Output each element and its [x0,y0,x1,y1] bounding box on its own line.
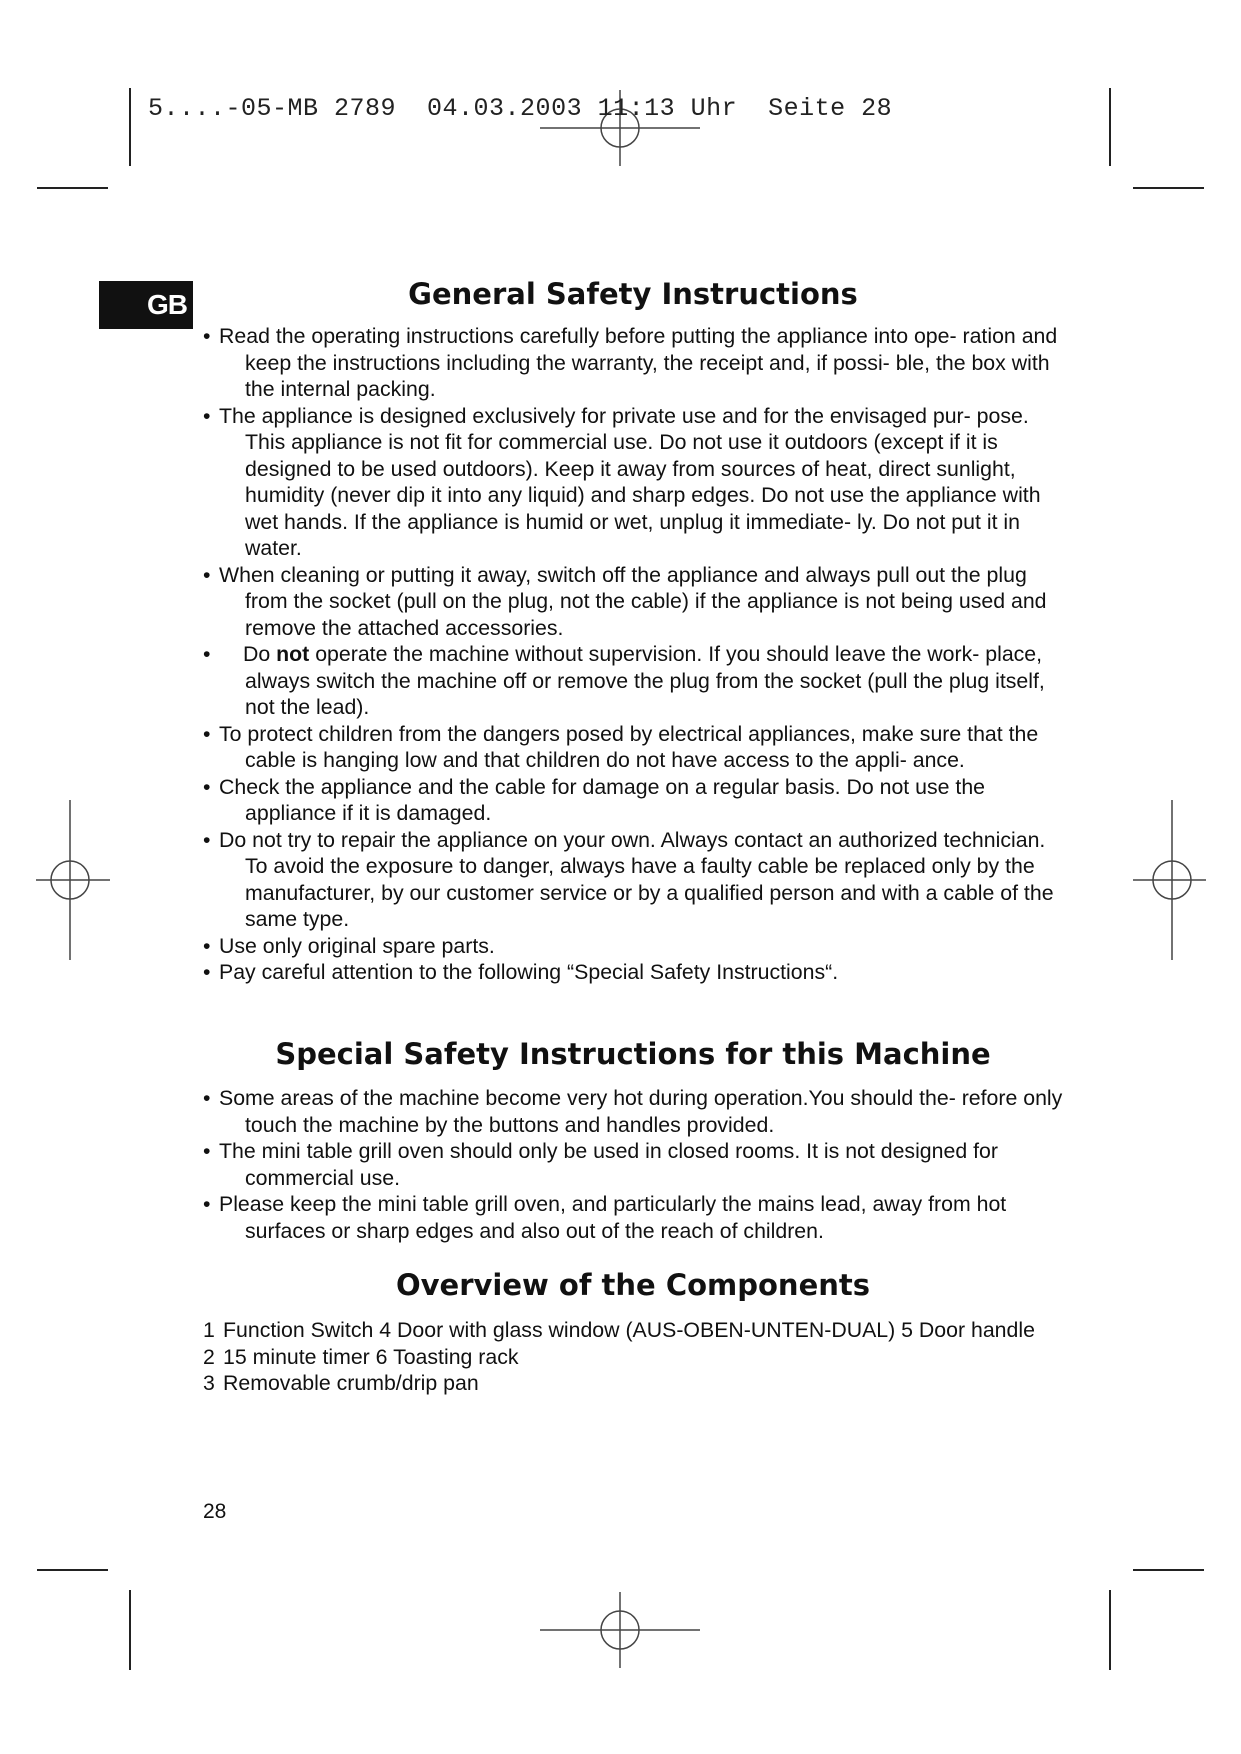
special-safety-list [203,1085,1063,1244]
list-item: 3 Removable crumb/drip pan [203,1371,479,1395]
list-item: • To protect children from the dangers posed by electrical appliances, make sure that the cable is hanging low and that children do not have access to the appli- ance. [203,721,1039,772]
language-tab-gb: GB [99,281,193,329]
list-item: • Do not operate the machine without supervision. If you should leave the work- place, always switch the machine off or remove the plug from the socket (pull the plug itself, not the lead). [203,642,1045,719]
print-slug-line: 5....-05-MB 2789 04.03.2003 11:13 Uhr Seite 28 [148,94,893,123]
general-safety-title: General Safety Instructions [408,277,858,311]
list-item: • Do not try to repair the appliance on your own. Always contact an authorized technician. To avoid the exposure to danger, always have a faulty cable be replaced only by the manufacturer, by our customer service or by a qualified person and with a cable of the same type. [203,827,1054,931]
components-overview-title: Overview of the Components [395,1268,871,1302]
list-item: • Please keep the mini table grill oven, and particularly the mains lead, away from hot surfaces or sharp edges and also out of the reach of children. [203,1192,1007,1243]
components-list [203,1317,1063,1397]
list-item: • Read the operating instructions carefully before putting the appliance into ope- ration and keep the instructions including the warranty, the receipt and, if possi- ble, the box with the internal packing. [203,324,1058,401]
list-item: • The mini table grill oven should only be used in closed rooms. It is not designed for commercial use. [203,1139,998,1190]
list-item: • Check the appliance and the cable for damage on a regular basis. Do not use the appliance if it is damaged. [203,774,986,825]
special-safety-title: Special Safety Instructions for this Machine [275,1037,991,1071]
page-number: 28 [203,1500,227,1523]
general-safety-list [203,323,1063,986]
list-item: • When cleaning or putting it away, switch off the appliance and always pull out the plug from the socket (pull on the plug, not the cable) if the appliance is not being used and remove the attached accessories. [203,562,1047,640]
list-item: • Pay careful attention to the following “Special Safety Instructions“. [203,960,839,984]
list-item: 2 15 minute timer 6 Toasting rack [203,1344,519,1369]
list-item: 1 Function Switch 4 Door with glass window (AUS-OBEN-UNTEN-DUAL) 5 Door handle [203,1318,1035,1342]
list-item: • Some areas of the machine become very hot during operation.You should the- refore only touch the machine by the buttons and handles provided. [203,1086,1063,1137]
list-item: • The appliance is designed exclusively for private use and for the envisaged pur- pose. This appliance is not fit for commercial use. Do not use it outdoors (except if it is designed to be used outdoors). Keep it away from sources of heat, direct sunlight, humidity (never dip it into any liquid) and sharp edges. Do not use the appliance with wet hands. If the appliance is humid or wet, unplug it immediate- ly. Do not put it in water. [203,403,1041,560]
list-item: • Use only original spare parts. [203,933,495,958]
